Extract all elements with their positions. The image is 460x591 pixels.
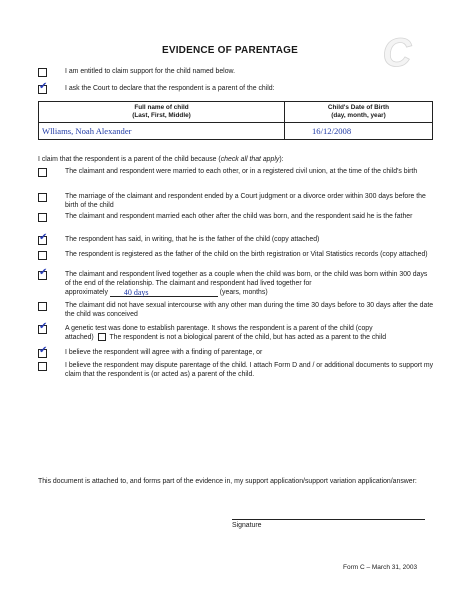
reason-married-after-checkbox[interactable] [38, 213, 47, 222]
check-mark-icon: ✔ [39, 81, 48, 92]
closing-statement: This document is attached to, and forms part of the evidence in, my support application/support variation application/answer: [38, 478, 417, 485]
reason-genetic-text: A genetic test was done to establish parentage. It shows the respondent is a parent of the child (copy attached) The respondent is not a biological parent of the child, but has acted as a parent to the child [65, 325, 387, 341]
reason-no-intercourse-checkbox[interactable] [38, 302, 47, 311]
reason-married-checkbox[interactable] [38, 168, 47, 177]
reason-dispute-checkbox[interactable] [38, 362, 47, 371]
declaration-text: I ask the Court to declare that the respondent is a parent of the child: [65, 85, 275, 92]
check-mark-icon: ✔ [39, 321, 48, 332]
reason-written-text: The respondent has said, in writing, that he is the father of the child (copy attached) [65, 236, 320, 243]
check-mark-icon: ✔ [39, 267, 48, 278]
child-table [38, 101, 433, 140]
child-name-field[interactable]: Wlliams, Noah Alexander [39, 123, 285, 140]
child-name-header: Full name of child (Last, First, Middle) [39, 102, 285, 123]
reason-dispute-text: I believe the respondent may dispute parentage of the child. I attach Form D and / or additional documents to support my claim that the respondent is (or acted as) a parent of the child. [65, 362, 434, 378]
signature-line[interactable] [232, 519, 425, 520]
check-mark-icon: ✔ [39, 232, 48, 243]
reason-will-agree-checkbox[interactable] [38, 345, 48, 358]
reasons-intro: I claim that the respondent is a parent of the child because (check all that apply): [38, 156, 284, 163]
reason-married-text: The claimant and respondent were married to each other, or in a registered civil union, at the time of the child's birth [65, 168, 418, 175]
signature-label: Signature [232, 522, 262, 529]
entitlement-text: I am entitled to claim support for the child named below. [65, 68, 236, 75]
reason-registered-text: The respondent is registered as the father of the child on the birth registration or Vital Statistics records (copy attached) [65, 251, 428, 258]
cohabitation-duration-value: 40 days [123, 288, 149, 297]
declaration-checkbox[interactable] [38, 81, 48, 94]
form-footer: Form C – March 31, 2003 [343, 564, 418, 571]
reason-no-intercourse-text: The claimant did not have sexual intercourse with any other man during the time 30 days before to 30 days after the date the child was conceived [65, 302, 434, 318]
reason-cohabited-text: The claimant and respondent lived together as a couple when the child was born, or the child was born within 300 days of the end of the relationship. The claimant and respondent had lived together for approximately 40 days (years, months) [65, 271, 428, 297]
form-title: EVIDENCE OF PARENTAGE [161, 45, 299, 56]
reason-genetic-checkbox[interactable] [38, 321, 48, 334]
reason-will-agree-text: I believe the respondent will agree with a finding of parentage, or [65, 349, 263, 356]
reason-married-after-text: The claimant and respondent married each other after the child was born, and the respondent said he is the father [65, 213, 413, 220]
reason-divorce-text: The marriage of the claimant and respondent ended by a Court judgment or a divorce order within 300 days before the birth of the child [65, 193, 426, 209]
form-letter-watermark [362, 36, 432, 70]
reason-written-checkbox[interactable] [38, 232, 48, 245]
reason-cohabited-checkbox[interactable] [38, 267, 48, 280]
check-mark-icon: ✔ [39, 345, 48, 356]
not-biological-parent-checkbox[interactable] [98, 333, 106, 341]
cohabitation-duration-field[interactable] [110, 288, 218, 297]
reason-registered-checkbox[interactable] [38, 251, 47, 260]
child-dob-header: Child's Date of Birth (day, month, year) [285, 102, 433, 123]
watermark-letter: C [382, 36, 412, 70]
reason-divorce-checkbox[interactable] [38, 193, 47, 202]
entitlement-checkbox[interactable] [38, 68, 47, 77]
child-dob-field[interactable]: 16/12/2008 [285, 123, 433, 140]
